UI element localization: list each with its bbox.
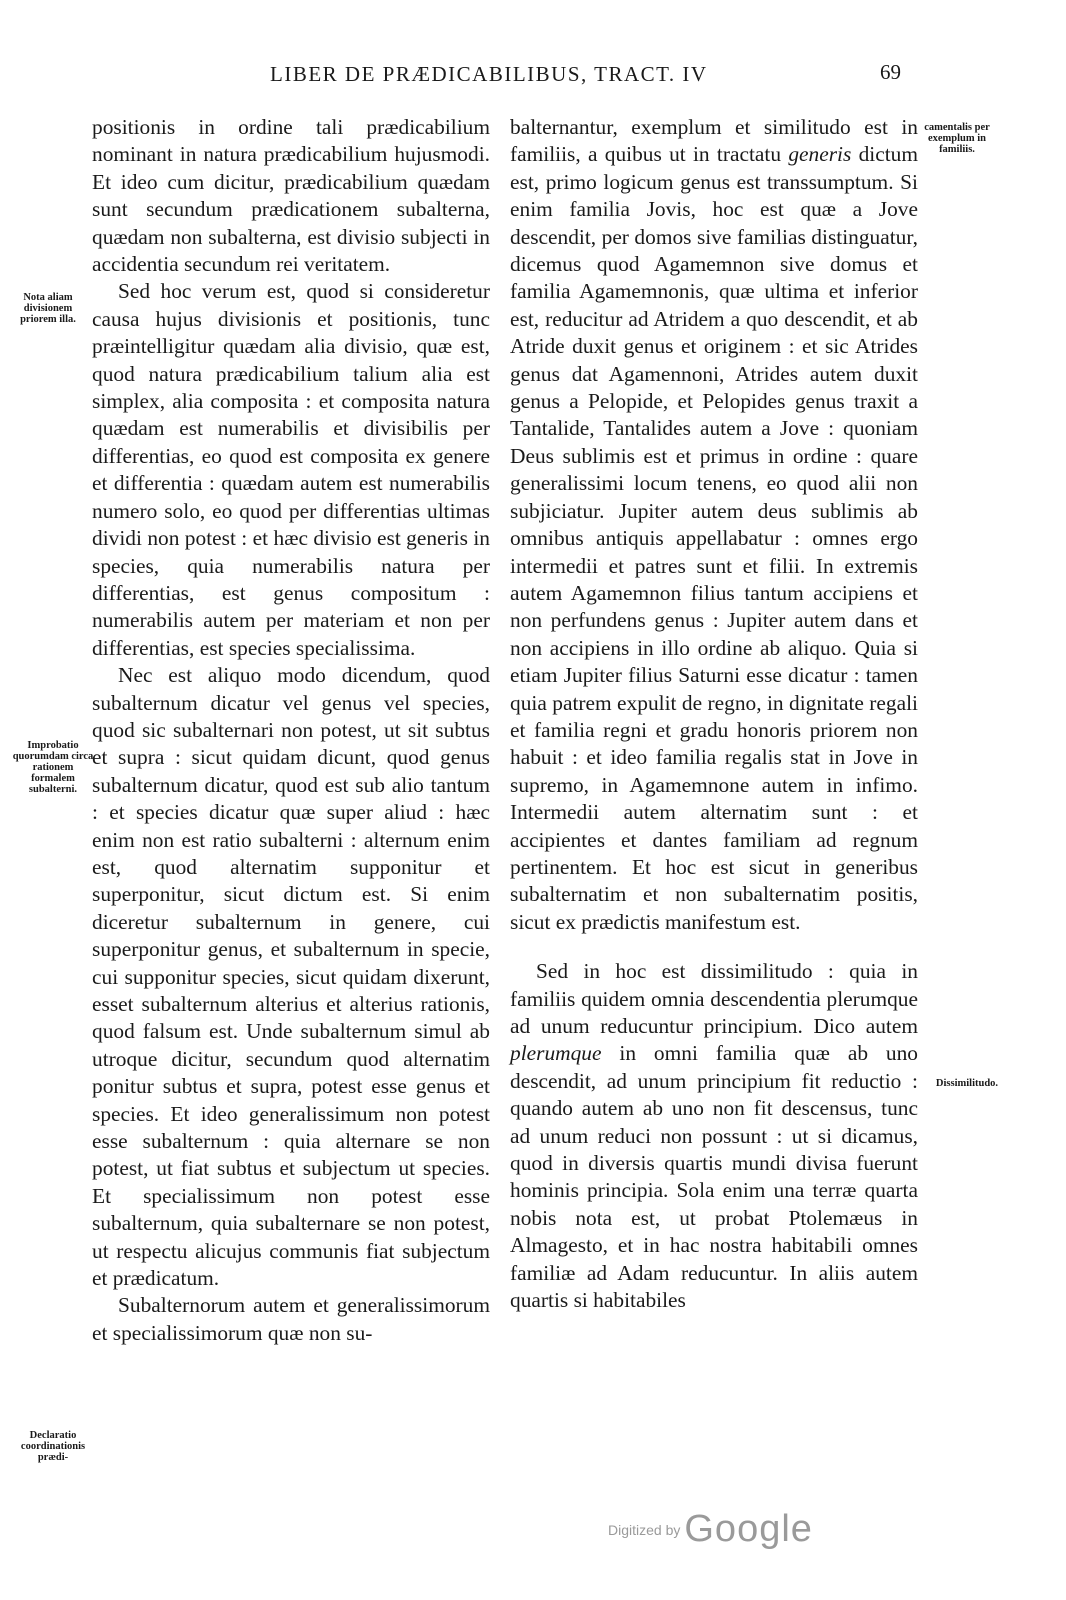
paragraph: Nec est aliquo modo dicendum, quod subalternum dicatur vel genus vel species, quod sic subalternari non potest, ut sit subtus et supra : sicut quidam dicunt, quod genus subalternum dicatur, quod est sub alio tantum : et species dicatur quæ super aliud : hæc enim non est ratio subalterni : alternum enim est, quod alternatim supponitur et superponitur, sicut dictum est. Si enim diceretur subalternum in genere, cui superponitur genus, et subalternum in specie, cui supponitur species, sicut quidam dixerunt, esset subalternum alterius et alterius rationis, quod falsum est. Unde subalternum simul ab utroque dicitur, secundum quod alternatim ponitur subtus et supra, potest esse genus et species. Et ideo generalissimum non potest esse subalternum : quia alternare se non potest, ut fiat subtus et subjectum ut species. Et specialissimum non potest esse subalternum, quia subalternare se non potest, ut respectu alicujus communis fiat subjectum et prædicatum. [92,663,490,1291]
italic-term: generis [788,142,852,167]
text-run: in omni familia quæ ab uno descendit, ad unum principium fit reductio : quando autem ab uno non fit descensus, tunc ad unum reduci non possunt : ut si dicamus, quod in diversis quartis mundi divisa fuerunt hominis principia. Sola enim una terræ quarta nobis nota est, ut probat Ptolemæus in Almagesto, et in hac nostra habitabili omnes familiæ ad Adam reducuntur. In aliis autem quartis si habitabiles [510,1041,918,1313]
watermark-logo: Google [684,1508,813,1550]
watermark-prefix: Digitized by [608,1522,681,1538]
right-column [510,114,918,1314]
margin-note: Declaratio coordinationis prædi- [20,1430,86,1463]
margin-note: camentalis per exemplum in familiis. [924,122,990,155]
text-run: balternantur, exemplum et similitudo est in familiis, a quibus ut in tractatu [510,115,918,167]
paragraph [510,958,918,1314]
text-run: dictum est, primo logicum genus est transsumptum. Si enim familia Jovis, hoc est quæ a Jove descendit, per domos sive familias distinguatur, dicemus quod Agamemnon sive domus et familia Agamemnonis, quæ ultima et inferior est, reducitur ad Atridem a quo descendit, et ab Atride duxit genus et originem : et sic Atrides genus dat Agamennoni, Atrides autem duxit genus a Pelopide, et Pelopides genus traxit a Tantalide, Tantalides autem a Jove : quoniam Deus sublimis est et primus in ordine : quare generalissimi locum tenens, eo quod alii non subjiciatur. Jupiter autem deus sublimis ab omnibus antiquis appellabatur : omnes ergo intermedii et patres sunt et filii. In extremis autem Agamemnon filius tantum accipiens et non perfundens genus : Jupiter autem dans et non accipiens in illo ordine ab aliquo. Quia si etiam Jupiter filius Saturni esse dicatur : tamen quia patrem expulit de regno, in dignitate regali et familia regni et gradu honoris priorem non habuit : et ideo familia regalis stat in Jove in supremo, in Agamemnone autem in infimo. Intermedii autem alternatim sunt : et accipientes et dantes familiam ad regnum pertinentem. Et hoc est sicut in generibus subalternatim et non subalternatim positis, sicut ex prædictis manifestum est. [510,142,918,934]
text-run: Sed in hoc est dissimilitudo : quia in familiis quidem omnia descendentia plerumque ad unum reducuntur principium. Dico autem [510,959,918,1038]
margin-note: Improbatio quorumdam circa rationem formalem subalterni. [12,740,94,795]
paragraph: Sed hoc verum est, quod si consideretur causa hujus divisionis et positionis, tunc præintelligitur quædam alia divisio, quæ est, quod natura prædicabilium talium alia est simplex, alia composita : et composita natura quædam est numerabilis et divisibilis per differentias, eo quod est composita ex genere et differentia : quædam autem est numerabilis numero solo, eo quod per differentias ultimas dividi non potest : et hæc divisio est generis in species, quia numerabilis natura per differentias, est genus compositum : numerabilis autem per materiam et non per differentias, est species specialissima. [92,279,490,660]
italic-term: plerumque [510,1041,602,1066]
running-title: LIBER DE PRÆDICABILIBUS, TRACT. IV [270,62,708,86]
paragraph [510,114,918,936]
left-column [92,114,490,1347]
margin-note: Nota aliam divisionem priorem illa. [20,292,76,325]
page-number: 69 [880,60,901,84]
paragraph: positionis in ordine tali prædicabilium nominant in natura prædicabilium hujusmodi. Et ideo cum dicitur, prædicabilium quædam sunt secundum prædicationem subalterna, quædam non subalterna, est divisio subjecti in accidentia secundum rei veritatem. [92,115,490,277]
digitized-watermark [608,1508,813,1551]
margin-note: Dissimilitudo. [935,1078,999,1089]
paragraph: Subalternorum autem et generalissimorum et specialissimorum quæ non su- [92,1293,490,1345]
